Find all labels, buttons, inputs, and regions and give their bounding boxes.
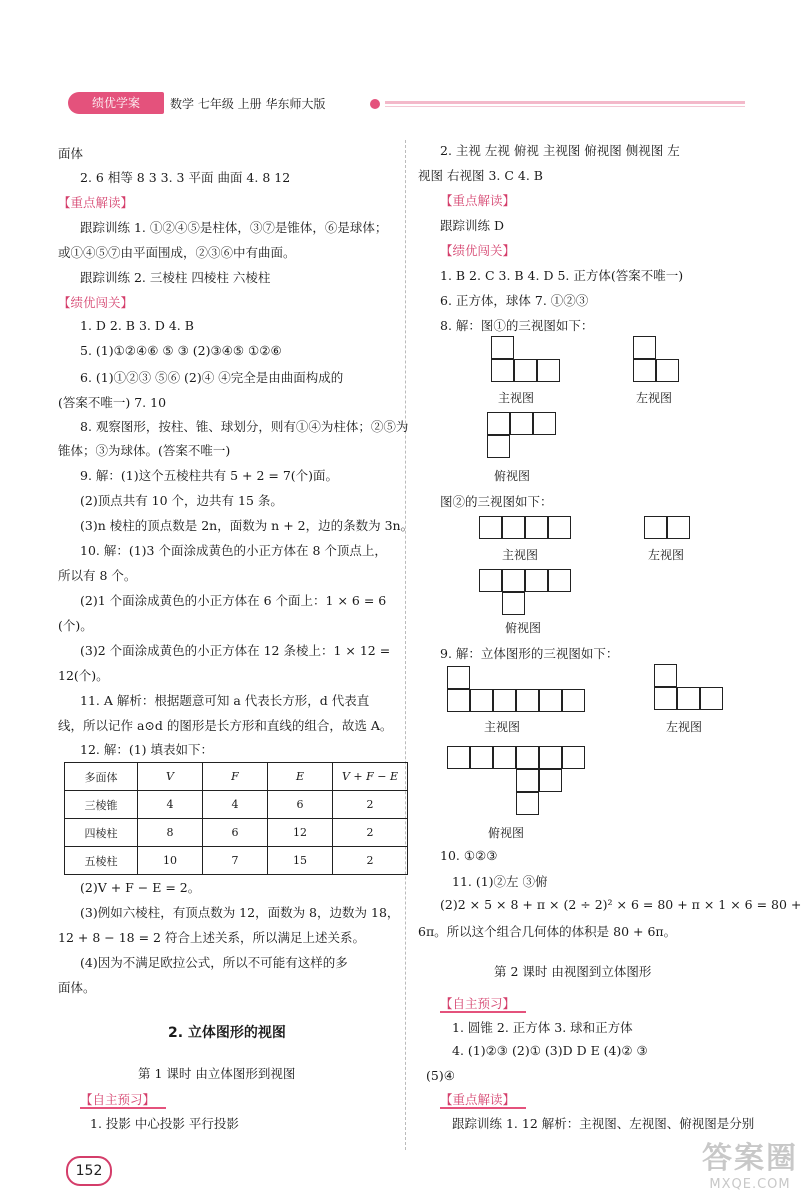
text-line: 12(个)。 bbox=[58, 668, 109, 683]
text-line: (3)n 棱柱的顶点数是 2n，面数为 n + 2，边的条数为 3n。 bbox=[80, 518, 414, 533]
text-line: 11. A 解析：根据题意可知 a 代表长方形，d 代表直 bbox=[80, 693, 370, 708]
table-cell: 五棱柱 bbox=[65, 847, 138, 875]
section-heading: 【重点解读】 bbox=[440, 1092, 516, 1107]
euler-table bbox=[64, 762, 408, 875]
text-line: 6. (1)①②③ ⑤⑥ (2)④ ④完全是由曲面构成的 bbox=[80, 370, 344, 385]
text-line: 4. (1)②③ (2)① (3)D D E (4)② ③ bbox=[452, 1043, 648, 1058]
text-line: 所以有 8 个。 bbox=[58, 568, 137, 583]
text-line: 视图 右视图 3. C 4. B bbox=[418, 168, 543, 183]
caption-top-view: 俯视图 bbox=[494, 469, 531, 483]
text-line: 10. ①②③ bbox=[440, 848, 498, 863]
table-cell: 10 bbox=[138, 847, 203, 875]
header-info: 数学 七年级 上册 华东师大版 bbox=[170, 97, 326, 111]
text-line: 10. 解：(1)3 个面涂成黄色的小正方体在 8 个顶点上， bbox=[80, 543, 387, 558]
table-row bbox=[65, 847, 408, 875]
text-line: 11. (1)②左 ③俯 bbox=[452, 874, 548, 889]
watermark-url: MXQE.COM bbox=[709, 1177, 791, 1192]
text-line: 锥体；③为球体。(答案不唯一) bbox=[58, 443, 231, 458]
text-line: 12. 解：(1) 填表如下： bbox=[80, 742, 214, 757]
text-line: (3)2 个面涂成黄色的小正方体在 12 条棱上：1 × 12 = bbox=[80, 643, 391, 658]
text-line: (4)因为不满足欧拉公式，所以不可能有这样的多 bbox=[80, 955, 348, 970]
text-line: (2)2 × 5 × 8 + π × (2 ÷ 2)² × 6 = 80 + π × 1 × 6 = 80 + bbox=[440, 897, 802, 912]
text-line: (个)。 bbox=[58, 618, 93, 633]
text-line: 2. 6 相等 8 3 3. 3 平面 曲面 4. 8 12 bbox=[80, 170, 291, 185]
page-number: 152 bbox=[66, 1156, 112, 1186]
text-line: 跟踪训练 1. ①②④⑤是柱体，③⑦是锥体，⑥是球体； bbox=[80, 220, 388, 235]
section-underline bbox=[80, 1107, 166, 1109]
text-line: 跟踪训练 D bbox=[440, 218, 504, 233]
text-line: 跟踪训练 2. 三棱柱 四棱柱 六棱柱 bbox=[80, 270, 271, 285]
table-cell: 四棱柱 bbox=[65, 819, 138, 847]
text-line: 8. 解：图①的三视图如下： bbox=[440, 318, 594, 333]
header-dot-icon bbox=[370, 99, 380, 109]
text-line: 1. 投影 中心投影 平行投影 bbox=[90, 1116, 239, 1131]
table-cell: 6 bbox=[203, 819, 268, 847]
table-cell: 8 bbox=[138, 819, 203, 847]
section-heading: 【自主预习】 bbox=[80, 1092, 156, 1107]
table-cell: 4 bbox=[138, 791, 203, 819]
text-line: (3)例如六棱柱，有顶点数为 12，面数为 8，边数为 18， bbox=[80, 905, 400, 920]
table-header-cell: 多面体 bbox=[65, 763, 138, 791]
section-heading: 【绩优闯关】 bbox=[440, 243, 516, 258]
header-rule bbox=[385, 101, 745, 104]
text-line: 6. 正方体，球体 7. ①②③ bbox=[440, 293, 589, 308]
text-line: 面体 bbox=[58, 146, 84, 161]
caption-left-view: 左视图 bbox=[636, 391, 673, 405]
text-line: 跟踪训练 1. 12 解析：主视图、左视图、俯视图是分别 bbox=[452, 1116, 755, 1131]
caption-left-view: 左视图 bbox=[666, 720, 703, 734]
table-header-cell: F bbox=[203, 763, 268, 791]
section-underline bbox=[440, 1107, 526, 1109]
text-line: 图②的三视图如下： bbox=[440, 494, 553, 509]
text-line: 12 + 8 − 18 = 2 符合上述关系，所以满足上述关系。 bbox=[58, 930, 365, 945]
caption-main-view: 主视图 bbox=[484, 720, 521, 734]
section-heading: 【重点解读】 bbox=[440, 193, 516, 208]
caption-top-view: 俯视图 bbox=[505, 621, 542, 635]
section-underline bbox=[440, 1011, 526, 1013]
text-line: (2)1 个面涂成黄色的小正方体在 6 个面上：1 × 6 = 6 bbox=[80, 593, 387, 608]
text-line: 9. 解：立体图形的三视图如下： bbox=[440, 646, 619, 661]
text-line: 1. 圆锥 2. 正方体 3. 球和正方体 bbox=[452, 1020, 633, 1035]
table-cell: 12 bbox=[268, 819, 333, 847]
caption-left-view: 左视图 bbox=[648, 548, 685, 562]
section-heading: 【绩优闯关】 bbox=[58, 295, 134, 310]
caption-top-view: 俯视图 bbox=[488, 826, 525, 840]
table-cell: 6 bbox=[268, 791, 333, 819]
table-header-cell: E bbox=[268, 763, 333, 791]
lesson-heading: 第 2 课时 由视图到立体图形 bbox=[494, 964, 652, 979]
text-line: 2. 主视 左视 俯视 主视图 俯视图 侧视图 左 bbox=[440, 143, 680, 158]
text-line: 6π。所以这个组合几何体的体积是 80 + 6π。 bbox=[418, 924, 677, 939]
text-line: 1. D 2. B 3. D 4. B bbox=[80, 318, 194, 333]
table-row bbox=[65, 791, 408, 819]
table-header-cell: V bbox=[138, 763, 203, 791]
text-line: 面体。 bbox=[58, 980, 96, 995]
text-line: (2)V + F − E = 2。 bbox=[80, 880, 201, 895]
table-cell: 2 bbox=[333, 791, 408, 819]
table-cell: 4 bbox=[203, 791, 268, 819]
table-cell: 2 bbox=[333, 819, 408, 847]
text-line: 9. 解：(1)这个五棱柱共有 5 + 2 = 7(个)面。 bbox=[80, 468, 339, 483]
section-heading: 【自主预习】 bbox=[440, 996, 516, 1011]
text-line: 或①④⑤⑦由平面围成，②③⑥中有曲面。 bbox=[58, 245, 296, 260]
text-line: (2)顶点共有 10 个，边共有 15 条。 bbox=[80, 493, 283, 508]
text-line: 1. B 2. C 3. B 4. D 5. 正方体(答案不唯一) bbox=[440, 268, 684, 283]
column-divider bbox=[405, 140, 406, 1150]
text-line: 5. (1)①②④⑥ ⑤ ③ (2)③④⑤ ①②⑥ bbox=[80, 343, 282, 358]
table-header-row bbox=[65, 763, 408, 791]
watermark-logo: 答案圈 bbox=[702, 1141, 798, 1176]
table-cell: 7 bbox=[203, 847, 268, 875]
text-line: (5)④ bbox=[426, 1068, 455, 1083]
caption-main-view: 主视图 bbox=[502, 548, 539, 562]
text-line: (答案不唯一) 7. 10 bbox=[58, 395, 167, 410]
table-cell: 2 bbox=[333, 847, 408, 875]
section-heading: 【重点解读】 bbox=[58, 195, 134, 210]
table-cell: 三棱锥 bbox=[65, 791, 138, 819]
table-cell: 15 bbox=[268, 847, 333, 875]
caption-main-view: 主视图 bbox=[498, 391, 535, 405]
header-brand: 绩优学案 bbox=[68, 92, 164, 114]
table-row bbox=[65, 819, 408, 847]
header-rule-thin bbox=[385, 106, 745, 107]
chapter-heading: 2. 立体图形的视图 bbox=[168, 1025, 286, 1041]
watermark bbox=[702, 1133, 798, 1192]
table-header-cell: V + F − E bbox=[333, 763, 408, 791]
text-line: 线，所以记作 a⊙d 的图形是长方形和直线的组合，故选 A。 bbox=[58, 718, 393, 733]
text-line: 8. 观察图形，按柱、锥、球划分，则有①④为柱体；②⑤为 bbox=[80, 419, 409, 434]
lesson-heading: 第 1 课时 由立体图形到视图 bbox=[138, 1066, 296, 1081]
